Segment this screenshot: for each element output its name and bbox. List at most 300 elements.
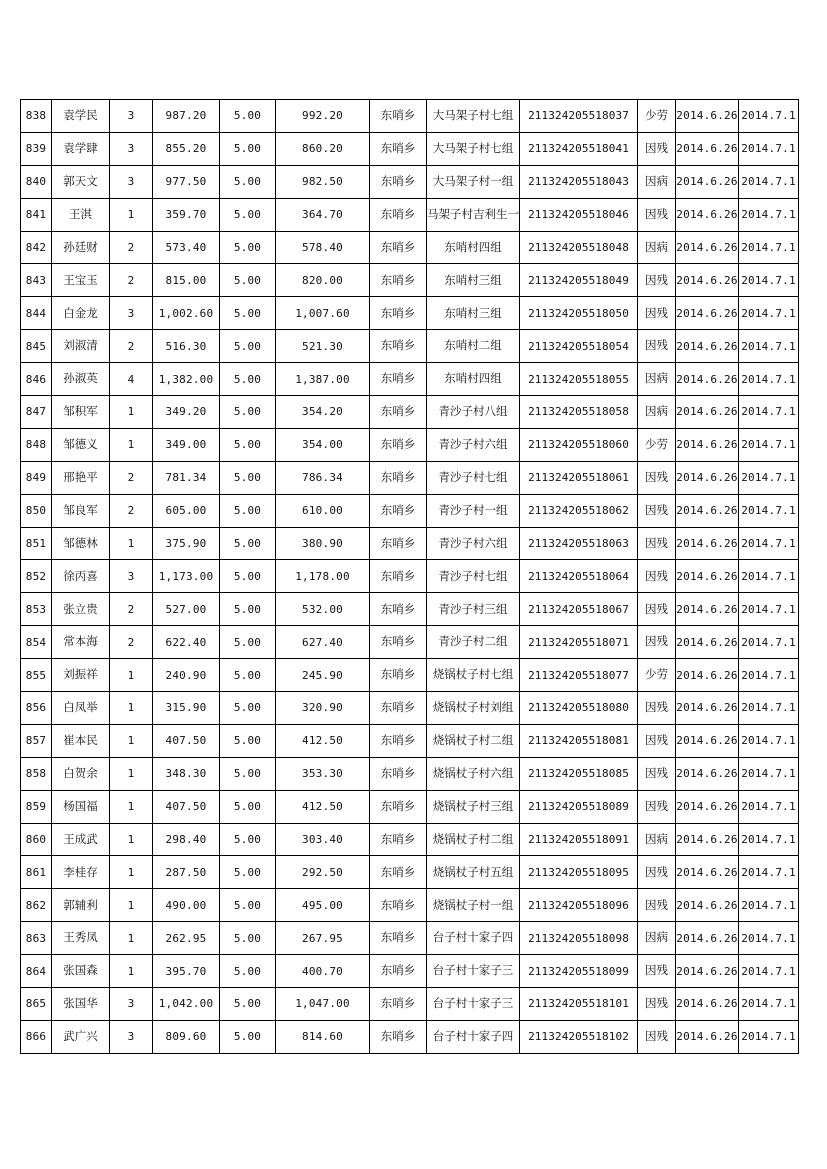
row-number-cell: 849 [21, 461, 52, 494]
township-cell: 东哨乡 [370, 823, 427, 856]
amount-cell: 262.95 [153, 922, 220, 955]
start-date-cell: 2014.6.26 [676, 1020, 739, 1053]
amount-cell: 490.00 [153, 889, 220, 922]
row-number-cell: 843 [21, 264, 52, 297]
household-size-cell: 1 [110, 428, 153, 461]
adjustment-cell: 5.00 [220, 100, 276, 133]
household-size-cell: 3 [110, 165, 153, 198]
township-cell: 东哨乡 [370, 231, 427, 264]
table-row [21, 724, 799, 757]
total-amount-cell: 245.90 [276, 659, 370, 692]
village-group-cell: 大马架子村一组 [427, 165, 520, 198]
row-number-cell: 844 [21, 297, 52, 330]
township-cell: 东哨乡 [370, 856, 427, 889]
household-size-cell: 1 [110, 955, 153, 988]
household-size-cell: 1 [110, 527, 153, 560]
reason-cell: 因残 [638, 856, 676, 889]
township-cell: 东哨乡 [370, 100, 427, 133]
id-number-cell: 211324205518067 [520, 593, 638, 626]
reason-cell: 因残 [638, 955, 676, 988]
start-date-cell: 2014.6.26 [676, 461, 739, 494]
amount-cell: 395.70 [153, 955, 220, 988]
household-size-cell: 2 [110, 593, 153, 626]
household-size-cell: 2 [110, 626, 153, 659]
person-name-cell: 孙廷财 [52, 231, 110, 264]
township-cell: 东哨乡 [370, 428, 427, 461]
total-amount-cell: 380.90 [276, 527, 370, 560]
id-number-cell: 211324205518061 [520, 461, 638, 494]
village-group-cell: 烧锅杖子村五组 [427, 856, 520, 889]
total-amount-cell: 495.00 [276, 889, 370, 922]
adjustment-cell: 5.00 [220, 856, 276, 889]
start-date-cell: 2014.6.26 [676, 626, 739, 659]
start-date-cell: 2014.6.26 [676, 494, 739, 527]
household-size-cell: 2 [110, 494, 153, 527]
table-row [21, 165, 799, 198]
village-group-cell: 东哨村四组 [427, 363, 520, 396]
reason-cell: 因残 [638, 889, 676, 922]
start-date-cell: 2014.6.26 [676, 198, 739, 231]
township-cell: 东哨乡 [370, 198, 427, 231]
person-name-cell: 李桂存 [52, 856, 110, 889]
total-amount-cell: 1,047.00 [276, 988, 370, 1021]
end-date-cell: 2014.7.1 [739, 1020, 799, 1053]
table-row [21, 790, 799, 823]
start-date-cell: 2014.6.26 [676, 988, 739, 1021]
total-amount-cell: 820.00 [276, 264, 370, 297]
id-number-cell: 211324205518055 [520, 363, 638, 396]
total-amount-cell: 412.50 [276, 724, 370, 757]
start-date-cell: 2014.6.26 [676, 593, 739, 626]
table-row [21, 363, 799, 396]
id-number-cell: 211324205518063 [520, 527, 638, 560]
village-group-cell: 东哨村三组 [427, 297, 520, 330]
reason-cell: 因残 [638, 988, 676, 1021]
village-group-cell: 青沙子村七组 [427, 461, 520, 494]
household-size-cell: 3 [110, 988, 153, 1021]
row-number-cell: 855 [21, 659, 52, 692]
start-date-cell: 2014.6.26 [676, 396, 739, 429]
id-number-cell: 211324205518101 [520, 988, 638, 1021]
township-cell: 东哨乡 [370, 757, 427, 790]
person-name-cell: 白金龙 [52, 297, 110, 330]
total-amount-cell: 1,387.00 [276, 363, 370, 396]
reason-cell: 少劳 [638, 100, 676, 133]
person-name-cell: 邹良军 [52, 494, 110, 527]
person-name-cell: 邹积军 [52, 396, 110, 429]
end-date-cell: 2014.7.1 [739, 330, 799, 363]
table-row [21, 922, 799, 955]
person-name-cell: 王宝玉 [52, 264, 110, 297]
table-row [21, 856, 799, 889]
person-name-cell: 杨国福 [52, 790, 110, 823]
start-date-cell: 2014.6.26 [676, 330, 739, 363]
relief-roster-table [20, 99, 799, 1054]
household-size-cell: 1 [110, 757, 153, 790]
reason-cell: 因病 [638, 823, 676, 856]
row-number-cell: 842 [21, 231, 52, 264]
end-date-cell: 2014.7.1 [739, 297, 799, 330]
village-group-cell: 青沙子村三组 [427, 593, 520, 626]
amount-cell: 855.20 [153, 132, 220, 165]
row-number-cell: 850 [21, 494, 52, 527]
end-date-cell: 2014.7.1 [739, 988, 799, 1021]
amount-cell: 1,382.00 [153, 363, 220, 396]
adjustment-cell: 5.00 [220, 724, 276, 757]
township-cell: 东哨乡 [370, 889, 427, 922]
village-group-cell: 大马架子村七组 [427, 100, 520, 133]
start-date-cell: 2014.6.26 [676, 757, 739, 790]
township-cell: 东哨乡 [370, 494, 427, 527]
village-group-cell: 东哨村三组 [427, 264, 520, 297]
id-number-cell: 211324205518049 [520, 264, 638, 297]
person-name-cell: 刘振祥 [52, 659, 110, 692]
household-size-cell: 1 [110, 198, 153, 231]
total-amount-cell: 354.00 [276, 428, 370, 461]
adjustment-cell: 5.00 [220, 363, 276, 396]
adjustment-cell: 5.00 [220, 955, 276, 988]
village-group-cell: 马架子村吉利生一 [427, 198, 520, 231]
township-cell: 东哨乡 [370, 1020, 427, 1053]
total-amount-cell: 412.50 [276, 790, 370, 823]
row-number-cell: 866 [21, 1020, 52, 1053]
id-number-cell: 211324205518041 [520, 132, 638, 165]
village-group-cell: 烧锅杖子村二组 [427, 823, 520, 856]
reason-cell: 因病 [638, 396, 676, 429]
reason-cell: 因病 [638, 922, 676, 955]
table-row [21, 527, 799, 560]
start-date-cell: 2014.6.26 [676, 889, 739, 922]
table-row [21, 264, 799, 297]
table-row [21, 988, 799, 1021]
start-date-cell: 2014.6.26 [676, 527, 739, 560]
adjustment-cell: 5.00 [220, 494, 276, 527]
total-amount-cell: 267.95 [276, 922, 370, 955]
amount-cell: 977.50 [153, 165, 220, 198]
township-cell: 东哨乡 [370, 527, 427, 560]
id-number-cell: 211324205518043 [520, 165, 638, 198]
end-date-cell: 2014.7.1 [739, 560, 799, 593]
township-cell: 东哨乡 [370, 363, 427, 396]
person-name-cell: 邹德林 [52, 527, 110, 560]
id-number-cell: 211324205518058 [520, 396, 638, 429]
person-name-cell: 袁学肆 [52, 132, 110, 165]
amount-cell: 987.20 [153, 100, 220, 133]
total-amount-cell: 1,178.00 [276, 560, 370, 593]
id-number-cell: 211324205518064 [520, 560, 638, 593]
township-cell: 东哨乡 [370, 330, 427, 363]
total-amount-cell: 532.00 [276, 593, 370, 626]
amount-cell: 1,002.60 [153, 297, 220, 330]
household-size-cell: 1 [110, 889, 153, 922]
row-number-cell: 858 [21, 757, 52, 790]
row-number-cell: 846 [21, 363, 52, 396]
adjustment-cell: 5.00 [220, 165, 276, 198]
end-date-cell: 2014.7.1 [739, 264, 799, 297]
row-number-cell: 859 [21, 790, 52, 823]
row-number-cell: 845 [21, 330, 52, 363]
person-name-cell: 徐丙喜 [52, 560, 110, 593]
id-number-cell: 211324205518099 [520, 955, 638, 988]
adjustment-cell: 5.00 [220, 1020, 276, 1053]
end-date-cell: 2014.7.1 [739, 527, 799, 560]
start-date-cell: 2014.6.26 [676, 856, 739, 889]
household-size-cell: 3 [110, 297, 153, 330]
table-body [21, 100, 799, 1054]
reason-cell: 因残 [638, 297, 676, 330]
id-number-cell: 211324205518046 [520, 198, 638, 231]
start-date-cell: 2014.6.26 [676, 955, 739, 988]
reason-cell: 因残 [638, 757, 676, 790]
start-date-cell: 2014.6.26 [676, 560, 739, 593]
reason-cell: 因残 [638, 527, 676, 560]
table-row [21, 132, 799, 165]
row-number-cell: 848 [21, 428, 52, 461]
reason-cell: 因残 [638, 330, 676, 363]
reason-cell: 因残 [638, 626, 676, 659]
household-size-cell: 2 [110, 461, 153, 494]
township-cell: 东哨乡 [370, 988, 427, 1021]
adjustment-cell: 5.00 [220, 527, 276, 560]
start-date-cell: 2014.6.26 [676, 922, 739, 955]
adjustment-cell: 5.00 [220, 297, 276, 330]
village-group-cell: 东哨村二组 [427, 330, 520, 363]
township-cell: 东哨乡 [370, 132, 427, 165]
end-date-cell: 2014.7.1 [739, 724, 799, 757]
start-date-cell: 2014.6.26 [676, 659, 739, 692]
township-cell: 东哨乡 [370, 165, 427, 198]
reason-cell: 因残 [638, 724, 676, 757]
id-number-cell: 211324205518062 [520, 494, 638, 527]
id-number-cell: 211324205518096 [520, 889, 638, 922]
adjustment-cell: 5.00 [220, 396, 276, 429]
village-group-cell: 青沙子村七组 [427, 560, 520, 593]
adjustment-cell: 5.00 [220, 922, 276, 955]
amount-cell: 407.50 [153, 790, 220, 823]
row-number-cell: 847 [21, 396, 52, 429]
village-group-cell: 烧锅杖子村一组 [427, 889, 520, 922]
village-group-cell: 烧锅杖子村二组 [427, 724, 520, 757]
end-date-cell: 2014.7.1 [739, 856, 799, 889]
person-name-cell: 王成武 [52, 823, 110, 856]
adjustment-cell: 5.00 [220, 330, 276, 363]
person-name-cell: 白凤举 [52, 692, 110, 725]
end-date-cell: 2014.7.1 [739, 198, 799, 231]
total-amount-cell: 786.34 [276, 461, 370, 494]
amount-cell: 527.00 [153, 593, 220, 626]
end-date-cell: 2014.7.1 [739, 494, 799, 527]
end-date-cell: 2014.7.1 [739, 757, 799, 790]
township-cell: 东哨乡 [370, 560, 427, 593]
amount-cell: 359.70 [153, 198, 220, 231]
household-size-cell: 3 [110, 132, 153, 165]
township-cell: 东哨乡 [370, 626, 427, 659]
person-name-cell: 武广兴 [52, 1020, 110, 1053]
id-number-cell: 211324205518102 [520, 1020, 638, 1053]
village-group-cell: 台子村十家子三 [427, 988, 520, 1021]
row-number-cell: 863 [21, 922, 52, 955]
row-number-cell: 838 [21, 100, 52, 133]
adjustment-cell: 5.00 [220, 198, 276, 231]
village-group-cell: 烧锅杖子村三组 [427, 790, 520, 823]
row-number-cell: 839 [21, 132, 52, 165]
start-date-cell: 2014.6.26 [676, 790, 739, 823]
row-number-cell: 865 [21, 988, 52, 1021]
reason-cell: 因病 [638, 363, 676, 396]
township-cell: 东哨乡 [370, 790, 427, 823]
household-size-cell: 1 [110, 922, 153, 955]
household-size-cell: 2 [110, 330, 153, 363]
total-amount-cell: 578.40 [276, 231, 370, 264]
amount-cell: 375.90 [153, 527, 220, 560]
start-date-cell: 2014.6.26 [676, 165, 739, 198]
reason-cell: 因残 [638, 198, 676, 231]
table-row [21, 231, 799, 264]
end-date-cell: 2014.7.1 [739, 165, 799, 198]
end-date-cell: 2014.7.1 [739, 626, 799, 659]
table-row [21, 889, 799, 922]
total-amount-cell: 400.70 [276, 955, 370, 988]
id-number-cell: 211324205518089 [520, 790, 638, 823]
total-amount-cell: 354.20 [276, 396, 370, 429]
person-name-cell: 刘淑清 [52, 330, 110, 363]
id-number-cell: 211324205518060 [520, 428, 638, 461]
village-group-cell: 青沙子村六组 [427, 527, 520, 560]
reason-cell: 因残 [638, 1020, 676, 1053]
id-number-cell: 211324205518095 [520, 856, 638, 889]
end-date-cell: 2014.7.1 [739, 593, 799, 626]
township-cell: 东哨乡 [370, 659, 427, 692]
village-group-cell: 台子村十家子四 [427, 1020, 520, 1053]
total-amount-cell: 1,007.60 [276, 297, 370, 330]
person-name-cell: 白贺余 [52, 757, 110, 790]
total-amount-cell: 303.40 [276, 823, 370, 856]
household-size-cell: 1 [110, 396, 153, 429]
end-date-cell: 2014.7.1 [739, 692, 799, 725]
table-row [21, 330, 799, 363]
end-date-cell: 2014.7.1 [739, 396, 799, 429]
household-size-cell: 3 [110, 100, 153, 133]
village-group-cell: 烧锅杖子村刘组 [427, 692, 520, 725]
village-group-cell: 大马架子村七组 [427, 132, 520, 165]
adjustment-cell: 5.00 [220, 593, 276, 626]
end-date-cell: 2014.7.1 [739, 132, 799, 165]
person-name-cell: 郭天文 [52, 165, 110, 198]
row-number-cell: 862 [21, 889, 52, 922]
row-number-cell: 853 [21, 593, 52, 626]
township-cell: 东哨乡 [370, 692, 427, 725]
person-name-cell: 王秀凤 [52, 922, 110, 955]
township-cell: 东哨乡 [370, 593, 427, 626]
amount-cell: 516.30 [153, 330, 220, 363]
amount-cell: 287.50 [153, 856, 220, 889]
id-number-cell: 211324205518077 [520, 659, 638, 692]
id-number-cell: 211324205518054 [520, 330, 638, 363]
village-group-cell: 台子村十家子三 [427, 955, 520, 988]
end-date-cell: 2014.7.1 [739, 823, 799, 856]
household-size-cell: 2 [110, 231, 153, 264]
amount-cell: 573.40 [153, 231, 220, 264]
person-name-cell: 张国华 [52, 988, 110, 1021]
table-row [21, 396, 799, 429]
person-name-cell: 王淇 [52, 198, 110, 231]
reason-cell: 因残 [638, 692, 676, 725]
row-number-cell: 861 [21, 856, 52, 889]
table-row [21, 297, 799, 330]
reason-cell: 因残 [638, 593, 676, 626]
id-number-cell: 211324205518071 [520, 626, 638, 659]
start-date-cell: 2014.6.26 [676, 724, 739, 757]
reason-cell: 少劳 [638, 659, 676, 692]
start-date-cell: 2014.6.26 [676, 100, 739, 133]
person-name-cell: 常本海 [52, 626, 110, 659]
adjustment-cell: 5.00 [220, 889, 276, 922]
end-date-cell: 2014.7.1 [739, 231, 799, 264]
adjustment-cell: 5.00 [220, 757, 276, 790]
end-date-cell: 2014.7.1 [739, 790, 799, 823]
start-date-cell: 2014.6.26 [676, 264, 739, 297]
adjustment-cell: 5.00 [220, 428, 276, 461]
adjustment-cell: 5.00 [220, 692, 276, 725]
township-cell: 东哨乡 [370, 955, 427, 988]
household-size-cell: 1 [110, 856, 153, 889]
township-cell: 东哨乡 [370, 297, 427, 330]
reason-cell: 因残 [638, 560, 676, 593]
amount-cell: 809.60 [153, 1020, 220, 1053]
person-name-cell: 袁学民 [52, 100, 110, 133]
total-amount-cell: 860.20 [276, 132, 370, 165]
reason-cell: 因残 [638, 790, 676, 823]
reason-cell: 因病 [638, 165, 676, 198]
end-date-cell: 2014.7.1 [739, 659, 799, 692]
adjustment-cell: 5.00 [220, 560, 276, 593]
township-cell: 东哨乡 [370, 922, 427, 955]
table-row [21, 659, 799, 692]
adjustment-cell: 5.00 [220, 988, 276, 1021]
row-number-cell: 851 [21, 527, 52, 560]
amount-cell: 1,173.00 [153, 560, 220, 593]
amount-cell: 815.00 [153, 264, 220, 297]
village-group-cell: 青沙子村八组 [427, 396, 520, 429]
person-name-cell: 郭辅利 [52, 889, 110, 922]
village-group-cell: 青沙子村二组 [427, 626, 520, 659]
id-number-cell: 211324205518091 [520, 823, 638, 856]
adjustment-cell: 5.00 [220, 132, 276, 165]
person-name-cell: 孙淑英 [52, 363, 110, 396]
village-group-cell: 烧锅杖子村六组 [427, 757, 520, 790]
amount-cell: 781.34 [153, 461, 220, 494]
table-row [21, 428, 799, 461]
start-date-cell: 2014.6.26 [676, 692, 739, 725]
row-number-cell: 840 [21, 165, 52, 198]
table-row [21, 494, 799, 527]
person-name-cell: 张立贵 [52, 593, 110, 626]
township-cell: 东哨乡 [370, 264, 427, 297]
amount-cell: 240.90 [153, 659, 220, 692]
row-number-cell: 856 [21, 692, 52, 725]
start-date-cell: 2014.6.26 [676, 132, 739, 165]
table-row [21, 757, 799, 790]
person-name-cell: 崔本民 [52, 724, 110, 757]
household-size-cell: 1 [110, 724, 153, 757]
end-date-cell: 2014.7.1 [739, 461, 799, 494]
end-date-cell: 2014.7.1 [739, 100, 799, 133]
total-amount-cell: 521.30 [276, 330, 370, 363]
village-group-cell: 青沙子村六组 [427, 428, 520, 461]
table-row [21, 1020, 799, 1053]
amount-cell: 315.90 [153, 692, 220, 725]
adjustment-cell: 5.00 [220, 231, 276, 264]
